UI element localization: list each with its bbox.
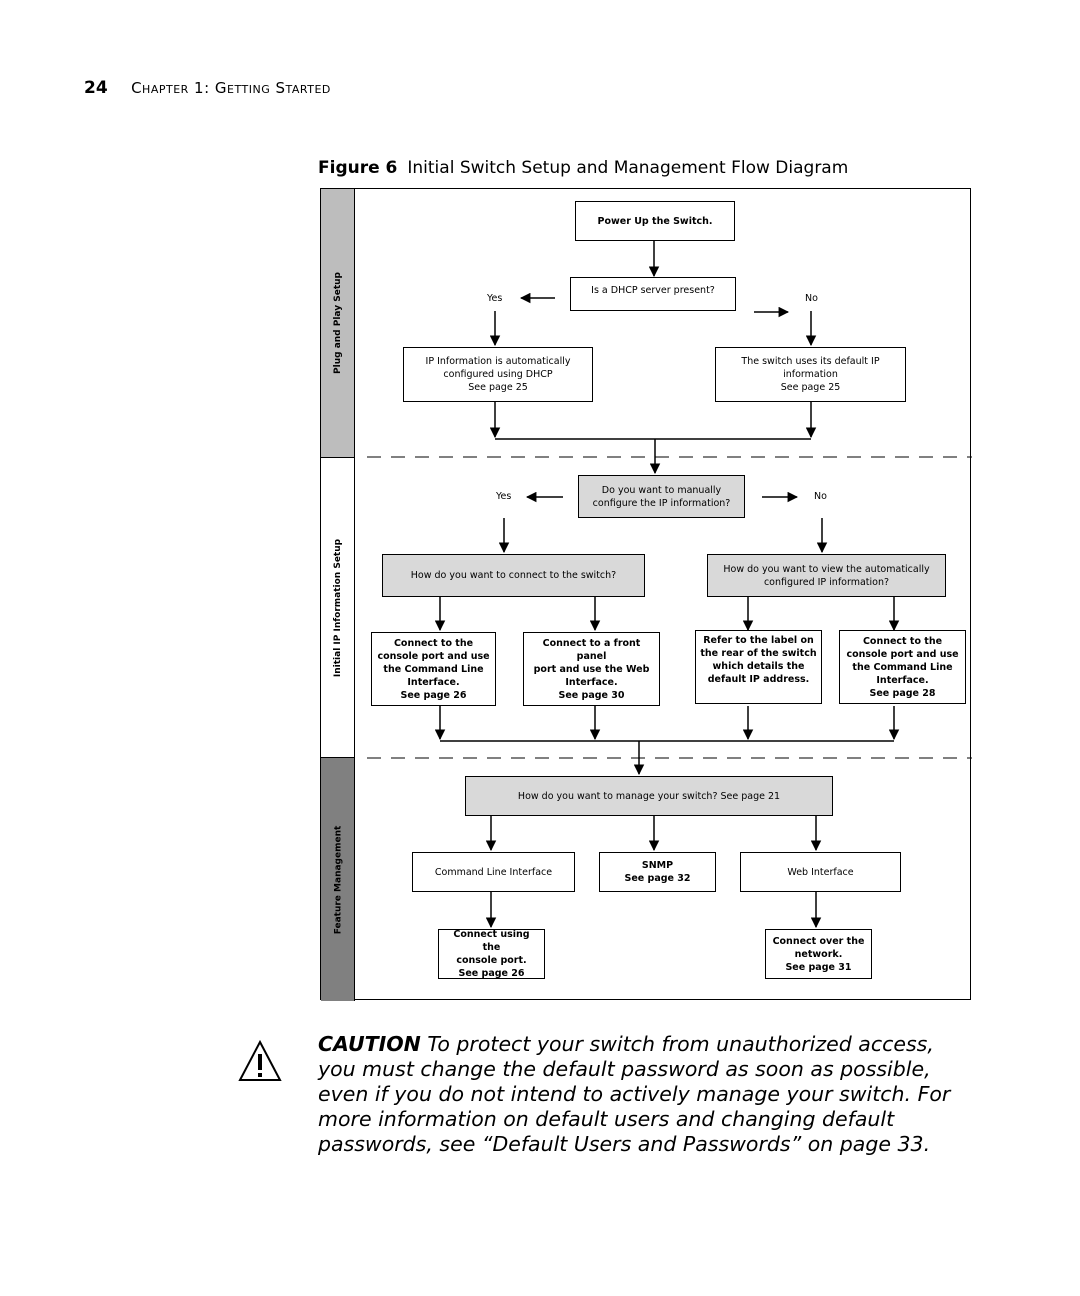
power-up-box: Power Up the Switch. <box>575 201 735 241</box>
default-ip-box: The switch uses its default IP information See page 25 <box>715 347 906 402</box>
snmp-box: SNMP See page 32 <box>599 852 716 892</box>
warning-triangle-icon <box>238 1040 282 1082</box>
figure-label: Figure 6 <box>318 158 398 178</box>
console-cli-box-26: Connect to the console port and use the Command Line Interface. See page 26 <box>371 632 496 706</box>
page-header <box>84 78 331 98</box>
chapter-title: Chapter 1: Getting Started <box>131 79 331 97</box>
lane-label-plug-and-play: Plug and Play Setup <box>333 272 343 374</box>
page-number: 24 <box>84 78 108 98</box>
connect-network-box: Connect over the network. See page 31 <box>765 929 872 979</box>
web-interface-box: Web Interface <box>740 852 901 892</box>
flow-diagram <box>320 188 971 1000</box>
manual-yes-label: Yes <box>496 491 512 502</box>
manage-question-box: How do you want to manage your switch? See page 21 <box>465 776 833 816</box>
view-question-box: How do you want to view the automatically configured IP information? <box>707 554 946 597</box>
figure-caption <box>318 158 848 178</box>
dhcp-question-box: Is a DHCP server present? <box>570 277 736 311</box>
caution-note <box>318 1032 978 1157</box>
lane-label-initial-ip: Initial IP Information Setup <box>333 538 344 677</box>
auto-ip-box: IP Information is automatically configured using DHCP See page 25 <box>403 347 593 402</box>
cli-box: Command Line Interface <box>412 852 575 892</box>
console-cli-box-28: Connect to the console port and use the Command Line Interface. See page 28 <box>839 630 966 704</box>
connect-question-box: How do you want to connect to the switch? <box>382 554 645 597</box>
rear-label-box: Refer to the label on the rear of the switch which details the default IP address. <box>695 630 822 704</box>
caution-label: CAUTION <box>318 1032 421 1056</box>
connect-console-box: Connect using the console port. See page 26 <box>438 929 545 979</box>
manual-no-label: No <box>814 491 827 502</box>
front-panel-web-box: Connect to a front panel port and use the Web Interface. See page 30 <box>523 632 660 706</box>
lane-label-feature-mgmt: Feature Management <box>333 825 343 934</box>
dhcp-no-label: No <box>805 293 818 304</box>
manual-config-question-box: Do you want to manually configure the IP information? <box>578 475 745 518</box>
dhcp-yes-label: Yes <box>487 293 503 304</box>
caution-text: To protect your switch from unauthorized access, you must change the default password as soon as possible, even if you do not intend to actively manage your switch. For more information on default users and changing default passwords, see “Default Users and Passwords” on page 33. <box>318 1032 951 1156</box>
figure-title: Initial Switch Setup and Management Flow Diagram <box>407 158 849 178</box>
